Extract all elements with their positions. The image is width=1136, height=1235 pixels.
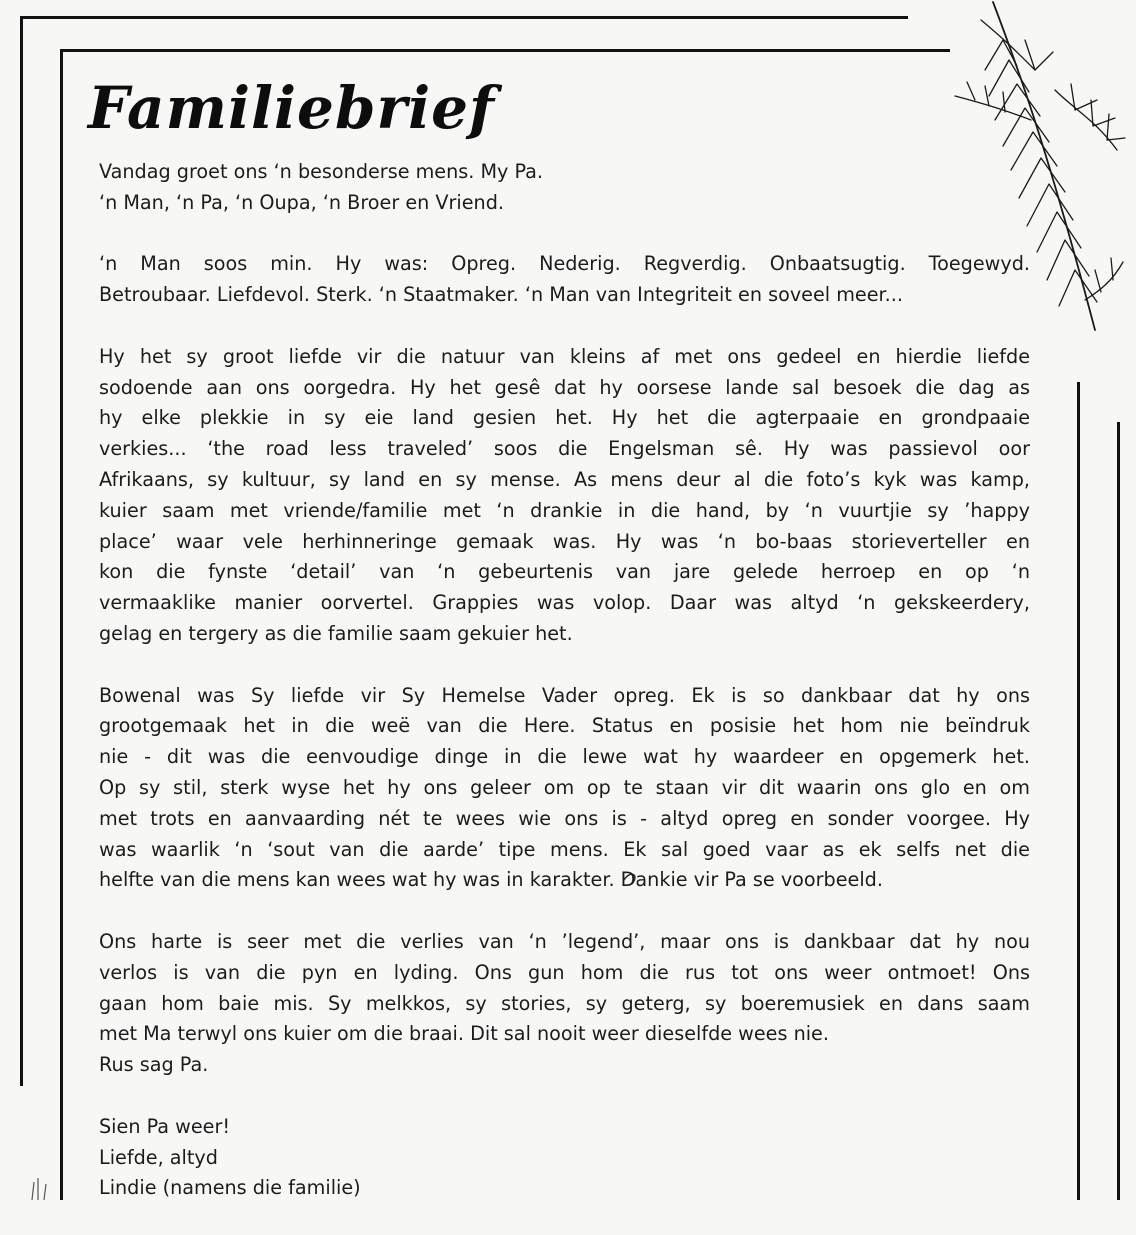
- text-line: sodoende aan ons oorgedra. Hy het gesê dat hy oorsese lande sal besoek die dag as: [99, 375, 1030, 399]
- frame-top-inner: [60, 49, 950, 52]
- text-line: ‘n Man soos min. Hy was: Opreg. Nederig. Regverdig. Onbaatsugtig. Toegewyd.: [99, 252, 1030, 276]
- text-line: ‘n Man, ‘n Pa, ‘n Oupa, ‘n Broer en Vriend.: [99, 190, 504, 214]
- paragraph: [99, 249, 1030, 311]
- frame-left-inner: [60, 49, 63, 1200]
- ink-mark: [620, 866, 644, 888]
- text-line: Betroubaar. Liefdevol. Sterk. ‘n Staatmaker. ‘n Man van Integriteit en soveel meer...: [99, 283, 903, 307]
- text-line: Rus sag Pa.: [99, 1053, 209, 1077]
- text-line: gaan hom baie mis. Sy melkkos, sy stories, sy geterg, sy boeremusiek en dans saam: [99, 991, 1030, 1015]
- paragraph: [99, 342, 1030, 650]
- paragraph: [99, 157, 1030, 219]
- text-line: Hy het sy groot liefde vir die natuur van kleins af met ons gedeel en hierdie liefde: [99, 344, 1030, 368]
- paragraph: [99, 681, 1030, 897]
- text-line: helfte van die mens kan wees wat hy was in karakter. Dankie vir Pa se voorbeeld.: [99, 868, 883, 892]
- text-line: place’ waar vele herhinneringe gemaak was. Hy was ‘n bo-baas storieverteller en: [99, 529, 1030, 553]
- paragraph: [99, 927, 1030, 1081]
- text-line: met Ma terwyl ons kuier om die braai. Dit sal nooit weer dieselfde wees nie.: [99, 1022, 829, 1046]
- paragraph: [99, 1112, 1030, 1204]
- text-line: was waarlik ‘n ‘sout van die aarde’ tipe mens. Ek sal goed vaar as ek selfs net die: [99, 837, 1030, 861]
- text-line: nie - dit was die eenvoudige dinge in die lewe wat hy waardeer en opgemerk het.: [99, 745, 1030, 769]
- page-title: Familiebrief: [88, 74, 495, 142]
- letter-body: [99, 157, 1030, 1235]
- text-line: Sien Pa weer!: [99, 1114, 231, 1138]
- text-line: Ons harte is seer met die verlies van ‘n ’legend’, maar ons is dankbaar dat hy nou: [99, 929, 1030, 953]
- text-line: vermaaklike manier oorvertel. Grappies was volop. Daar was altyd ‘n gekskeerdery,: [99, 591, 1030, 615]
- frame-right-outer: [1117, 422, 1120, 1200]
- text-line: hy elke plekkie in sy eie land gesien het. Hy het die agterpaaie en grondpaaie: [99, 406, 1030, 430]
- text-line: Bowenal was Sy liefde vir Sy Hemelse Vader opreg. Ek is so dankbaar dat hy ons: [99, 683, 1030, 707]
- text-line: Afrikaans, sy kultuur, sy land en sy mense. As mens deur al die foto’s kyk was kamp,: [99, 467, 1030, 491]
- text-line: Liefde, altyd: [99, 1145, 218, 1169]
- text-line: gelag en tergery as die familie saam gekuier het.: [99, 621, 573, 645]
- text-line: Op sy stil, sterk wyse het hy ons geleer om op te staan vir dit waarin ons glo en om: [99, 775, 1030, 799]
- text-line: verlos is van die pyn en lyding. Ons gun hom die rus tot ons weer ontmoet! Ons: [99, 960, 1030, 984]
- text-line: kuier saam met vriende/familie met ‘n drankie in die hand, by ‘n vuurtjie sy ’happy: [99, 498, 1030, 522]
- text-line: grootgemaak het in die weë van die Here. Status en posisie het hom nie beïndruk: [99, 714, 1030, 738]
- text-line: verkies... ‘the road less traveled’ soos die Engelsman sê. Hy was passievol oor: [99, 437, 1030, 461]
- text-line: Vandag groet ons ‘n besonderse mens. My Pa.: [99, 160, 544, 183]
- frame-right-inner: [1077, 382, 1080, 1200]
- decorative-grass-icon: [26, 1176, 54, 1200]
- frame-left-outer: [20, 16, 23, 1086]
- text-line: kon die fynste ‘detail’ van ‘n gebeurtenis van jare gelede herroep en op ‘n: [99, 560, 1030, 584]
- frame-top-outer: [20, 16, 908, 19]
- text-line: met trots en aanvaarding nét te wees wie ons is - altyd opreg en sonder voorgee. Hy: [99, 806, 1030, 830]
- text-line: Lindie (namens die familie): [99, 1176, 361, 1200]
